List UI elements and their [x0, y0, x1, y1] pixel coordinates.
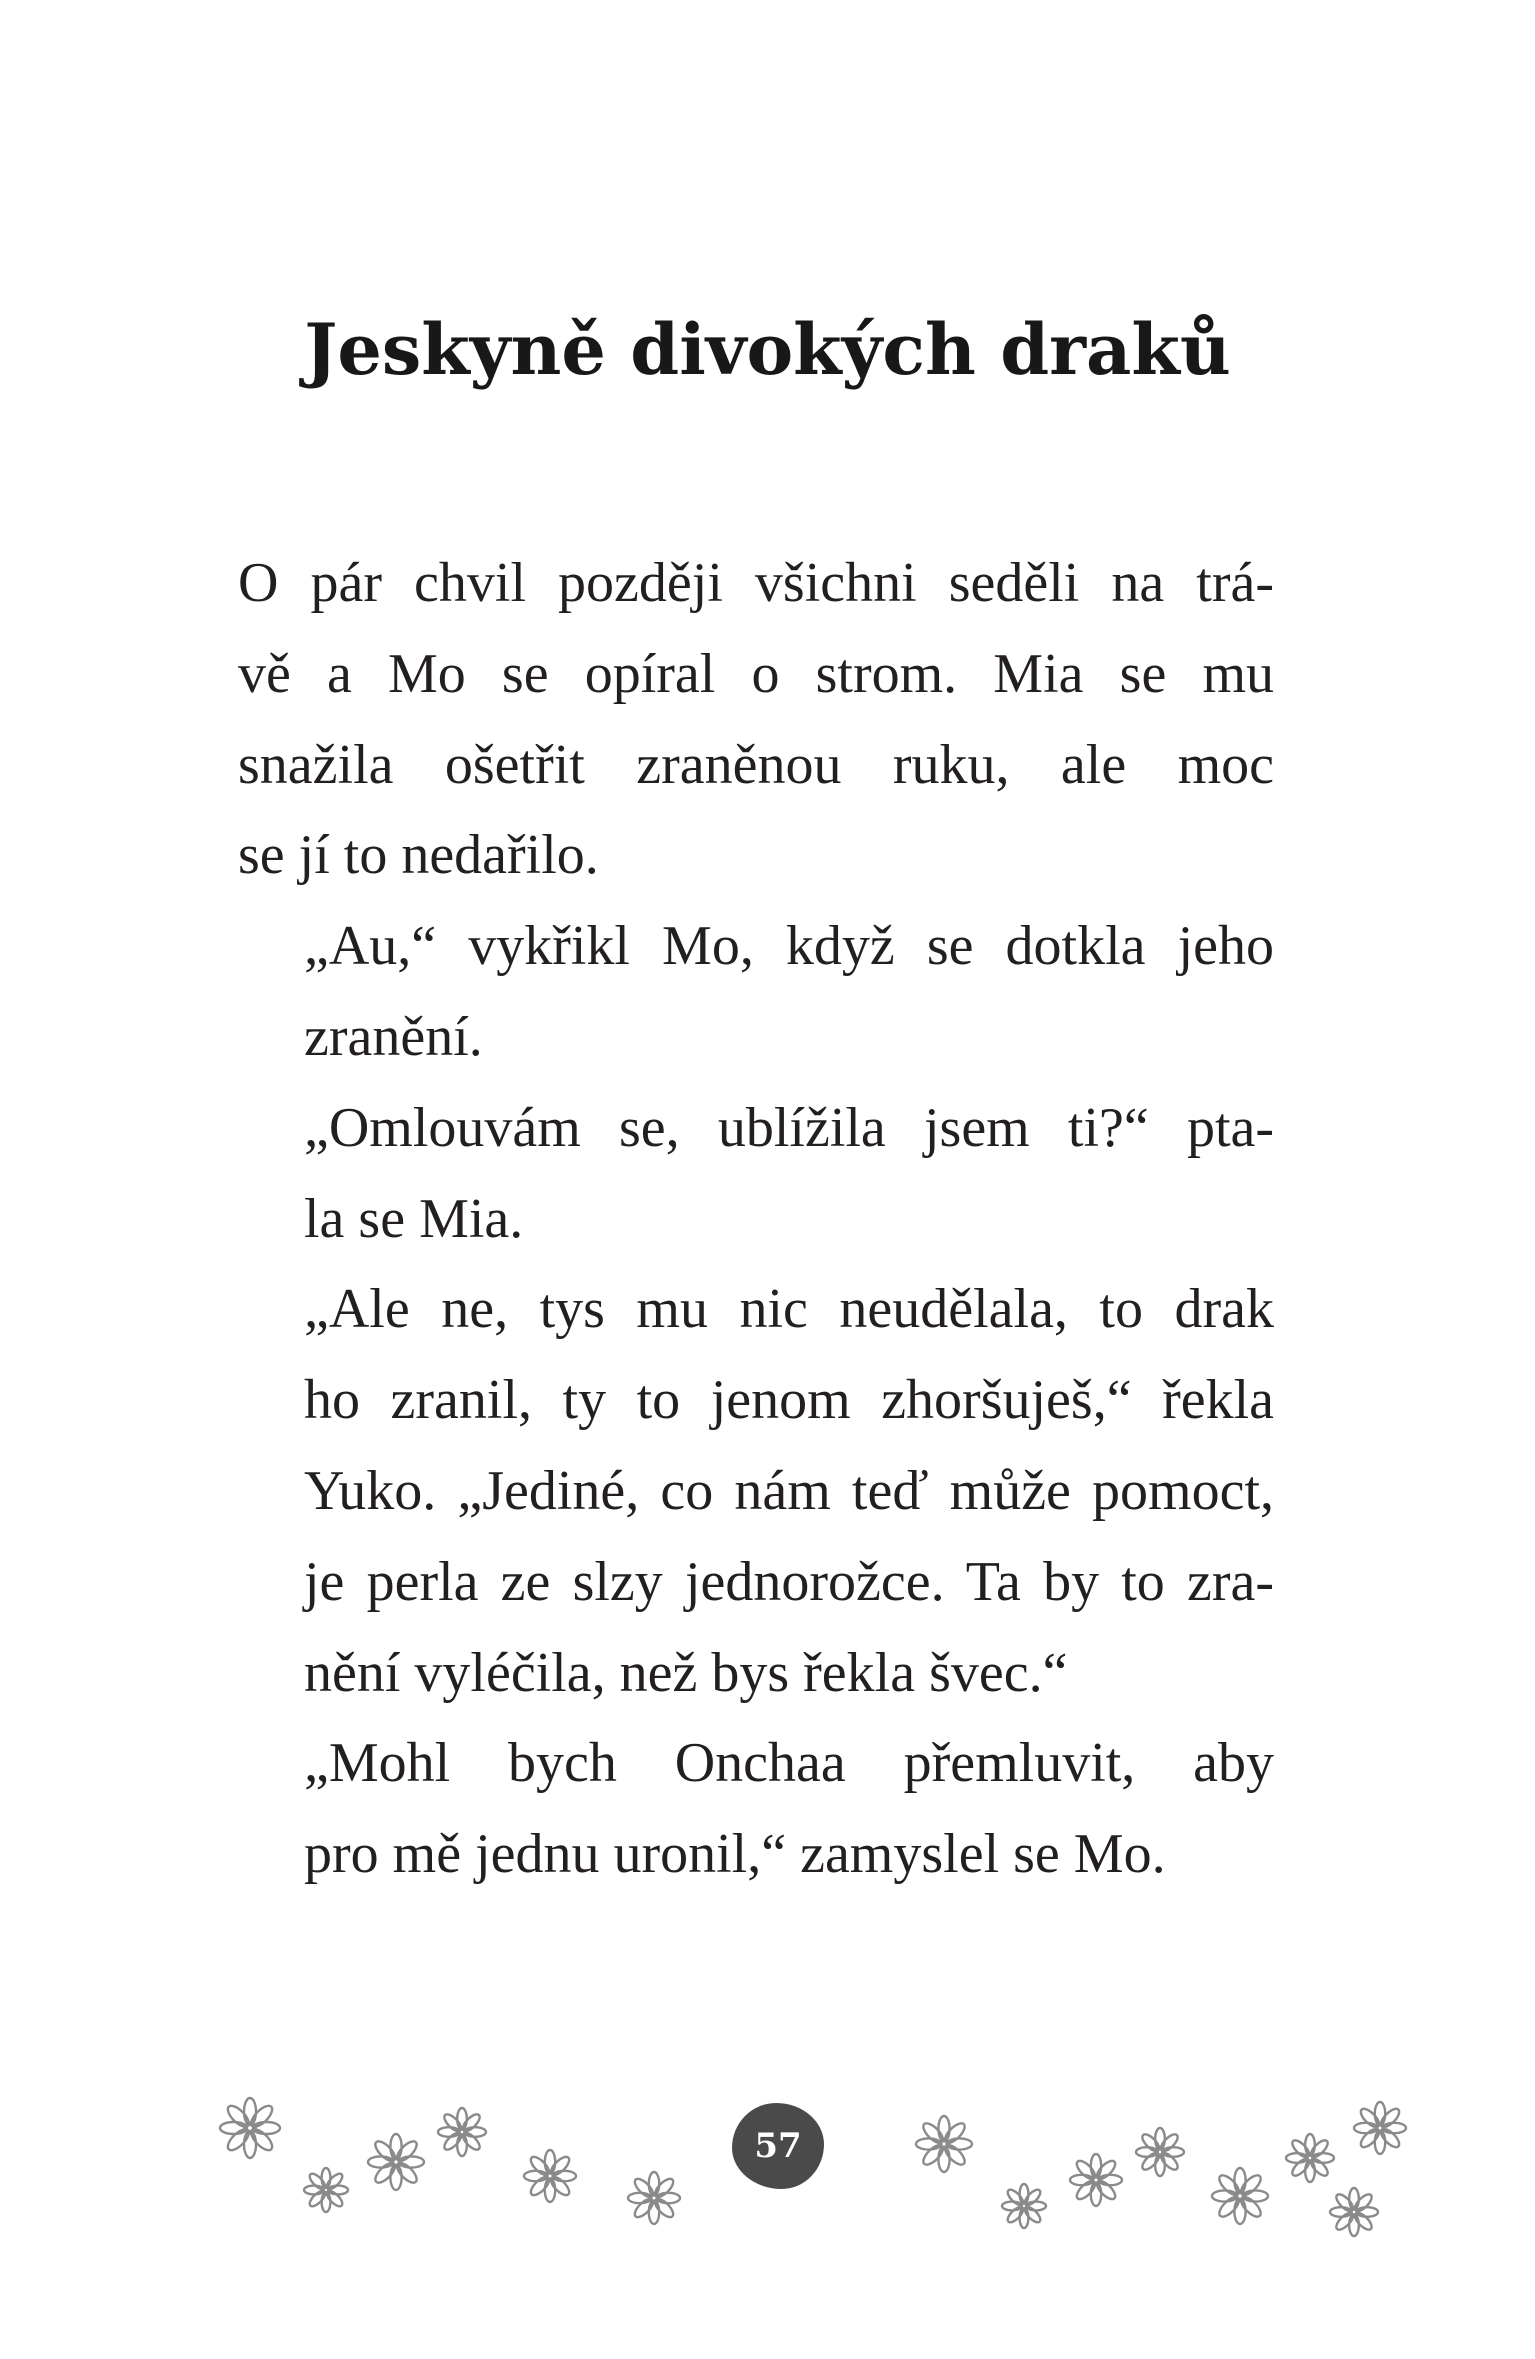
daisy-flower-icon — [1134, 2126, 1186, 2183]
daisy-flower-icon — [1210, 2166, 1270, 2231]
daisy-flower-icon — [436, 2106, 488, 2163]
text-line: „Mohl bych Onchaa přemluvit, aby — [304, 1732, 1274, 1795]
text-line: Yuko. „Jediné, co nám teď může pomoct, — [304, 1459, 1274, 1522]
text-line: snažila ošetřit zraněnou ruku, ale moc — [238, 733, 1274, 796]
daisy-flower-icon — [302, 2166, 350, 2219]
daisy-flower-icon — [1328, 2186, 1380, 2243]
paragraph — [238, 538, 1274, 901]
text-line: O pár chvil později všichni seděli na trá- — [238, 552, 1274, 614]
daisy-flower-icon — [626, 2170, 682, 2231]
daisy-flower-icon — [218, 2096, 282, 2165]
text-line: pro mě jednu uronil,“ zamyslel se Mo. — [304, 1823, 1166, 1886]
text-line: „Omlouvám se, ublížila jsem ti?“ pta- — [304, 1096, 1274, 1159]
daisy-flower-icon — [1284, 2132, 1336, 2189]
paragraph — [238, 1718, 1274, 1900]
daisy-flower-icon — [366, 2132, 426, 2197]
text-line: vě a Mo se opíral o strom. Mia se mu — [238, 642, 1274, 705]
paragraph — [238, 1083, 1274, 1265]
text-line: je perla ze slzy jednorožce. Ta by to zra- — [304, 1550, 1274, 1613]
body-text — [238, 538, 1274, 1900]
paragraph — [238, 901, 1274, 1083]
page-number: 57 — [754, 2126, 802, 2166]
daisy-flower-icon — [1068, 2152, 1124, 2213]
text-line: zranění. — [304, 1005, 483, 1068]
text-line: se jí to nedařilo. — [238, 824, 599, 887]
chapter-title: Jeskyně divokých draků — [304, 307, 1231, 391]
text-line: ho zranil, ty to jenom zhoršuješ,“ řekla — [304, 1369, 1274, 1432]
page-number-badge — [732, 2103, 824, 2189]
page-footer — [0, 2080, 1535, 2240]
paragraph — [238, 1264, 1274, 1718]
text-line: „Au,“ vykřikl Mo, když se dotkla jeho — [304, 915, 1274, 978]
daisy-flower-icon — [522, 2148, 578, 2209]
text-line: „Ale ne, tys mu nic neudělala, to drak — [304, 1278, 1274, 1341]
daisy-flower-icon — [1352, 2100, 1408, 2161]
text-line: nění vyléčila, než bys řekla švec.“ — [304, 1641, 1068, 1704]
daisy-flower-icon — [1000, 2182, 1048, 2235]
text-line: la se Mia. — [304, 1187, 524, 1250]
daisy-flower-icon — [914, 2114, 974, 2179]
